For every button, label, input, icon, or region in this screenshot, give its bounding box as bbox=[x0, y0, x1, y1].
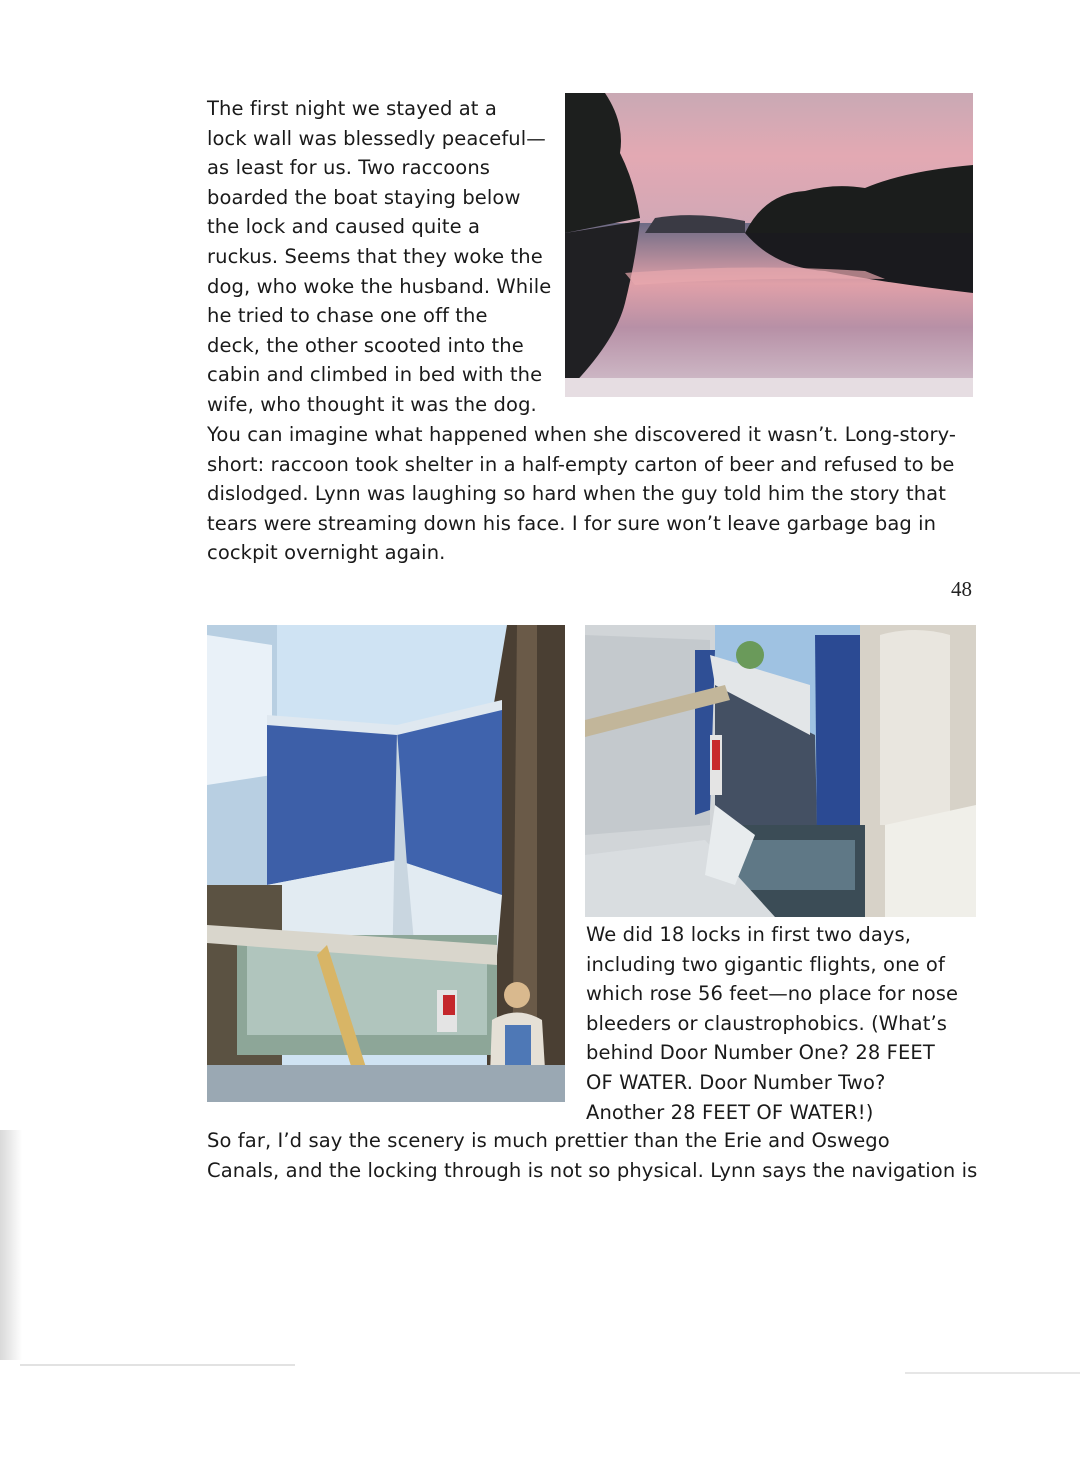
text-line: short: raccoon took shelter in a half-empty carton of beer and refused to be bbox=[207, 452, 955, 476]
lock-chamber-photo bbox=[585, 625, 976, 917]
text-line: Canals, and the locking through is not so physical. Lynn says the navigation is bbox=[207, 1158, 978, 1182]
photo-caption bbox=[586, 920, 958, 1127]
text-line: he tried to chase one off the bbox=[207, 304, 488, 328]
text-line: So far, I’d say the scenery is much prettier than the Erie and Oswego bbox=[207, 1129, 890, 1152]
text-line: wife, who thought it was the dog. bbox=[207, 392, 537, 416]
lock-gates-photo bbox=[207, 625, 565, 1102]
text-line: deck, the other scooted into the bbox=[207, 333, 524, 357]
text-line: behind Door Number One? 28 FEET bbox=[586, 1041, 935, 1065]
text-line: boarded the boat staying below bbox=[207, 185, 521, 209]
paragraph-scenery bbox=[207, 1126, 977, 1185]
text-line: dog, who woke the husband. While bbox=[207, 274, 552, 298]
text-line: which rose 56 feet—no place for nose bbox=[586, 982, 959, 1006]
text-line: cabin and climbed in bed with the bbox=[207, 363, 543, 387]
paragraph-wrapped bbox=[207, 94, 551, 420]
text-line: cockpit overnight again. bbox=[207, 541, 446, 565]
text-line: Another 28 FEET OF WATER!) bbox=[586, 1100, 874, 1124]
text-line: bleeders or claustrophobics. (What’s bbox=[586, 1011, 947, 1035]
text-line: as least for us. Two raccoons bbox=[207, 156, 491, 180]
scan-edge-shadow bbox=[0, 1130, 22, 1360]
text-line: The first night we stayed at a bbox=[207, 97, 497, 120]
text-line: the lock and caused quite a bbox=[207, 215, 481, 239]
text-line: dislodged. Lynn was laughing so hard when the guy told him the story that bbox=[207, 482, 946, 506]
scan-artifact-line bbox=[20, 1364, 295, 1366]
text-line: OF WATER. Door Number Two? bbox=[586, 1070, 886, 1094]
text-line: tears were streaming down his face. I for sure won’t leave garbage bag in bbox=[207, 511, 937, 535]
text-line: You can imagine what happened when she discovered it wasn’t. Long-story- bbox=[207, 423, 957, 446]
text-line: including two gigantic flights, one of bbox=[586, 952, 945, 976]
text-line: ruckus. Seems that they woke the bbox=[207, 244, 543, 268]
sunset-river-photo bbox=[565, 93, 973, 397]
paragraph-full-width bbox=[207, 420, 956, 568]
page-number: 48 bbox=[951, 577, 972, 601]
text-line: lock wall was blessedly peaceful— bbox=[207, 126, 546, 150]
text-line: We did 18 locks in first two days, bbox=[586, 923, 912, 946]
scan-artifact-line bbox=[905, 1372, 1080, 1374]
